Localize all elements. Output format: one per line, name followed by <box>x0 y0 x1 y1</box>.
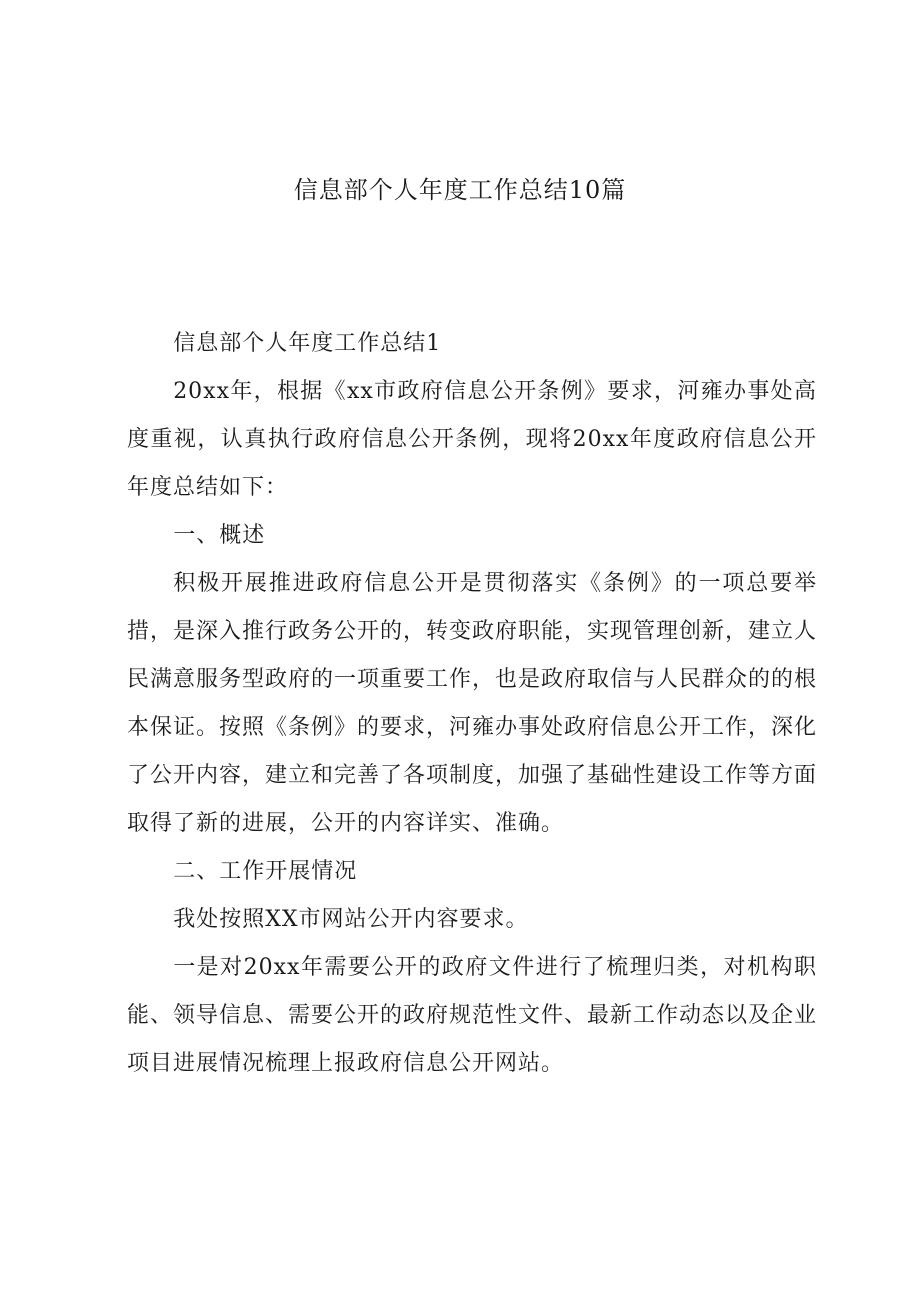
heading-work: 二、工作开展情况 <box>173 859 358 884</box>
paragraph-intro: 20xx年，根据《xx市政府信息公开条例》要求，河雍办事处高度重视，认真执行政府信息公开条例，现将20xx年度政府信息公开年度总结如下： <box>127 379 817 500</box>
paragraph-work-intro: 我处按照XX市网站公开内容要求。 <box>173 907 529 932</box>
document-title: 信息部个人年度工作总结10篇 <box>293 176 627 204</box>
document-body <box>127 320 817 1088</box>
heading-overview: 一、概述 <box>173 523 266 548</box>
paragraph-work-item-1: 一是对20xx年需要公开的政府文件进行了梳理归类，对机构职能、领导信息、需要公开的政府规范性文件、最新工作动态以及企业项目进展情况梳理上报政府信息公开网站。 <box>127 955 818 1076</box>
paragraph-overview: 积极开展推进政府信息公开是贯彻落实《条例》的一项总要举措，是深入推行政务公开的，转变政府职能，实现管理创新，建立人民满意服务型政府的一项重要工作，也是政府取信与人民群众的的根本保证。按照《条例》的要求，河雍办事处政府信息公开工作，深化了公开内容，建立和完善了各项制度，加强了基础性建设工作等方面取得了新的进展，公开的内容详实、准确。 <box>127 571 818 836</box>
section-title: 信息部个人年度工作总结1 <box>173 331 442 356</box>
